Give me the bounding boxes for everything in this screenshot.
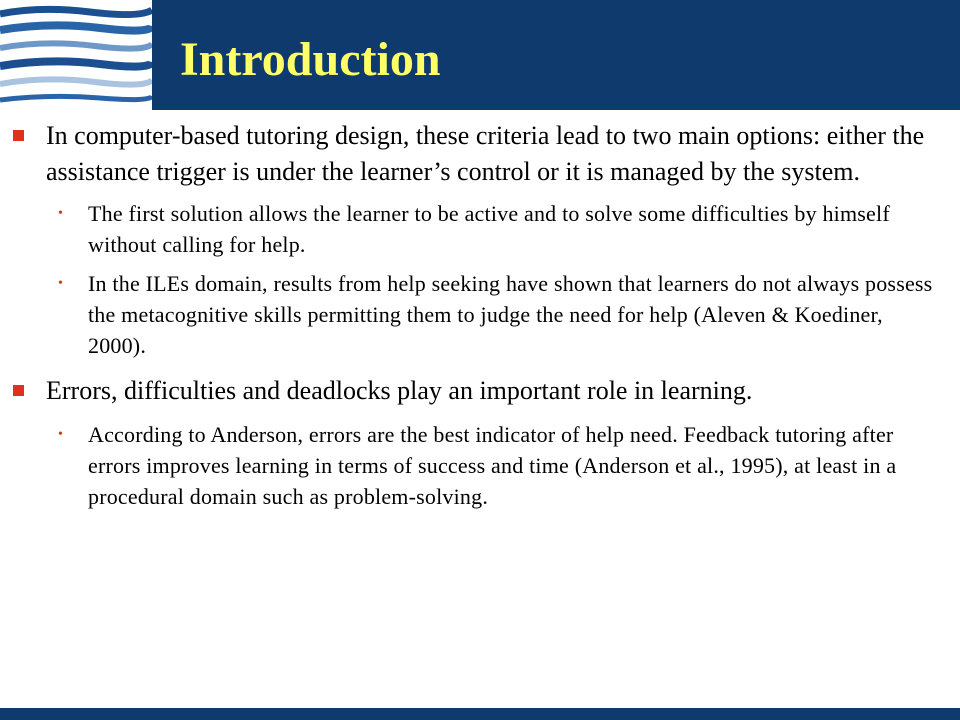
bullet-text: In computer-based tutoring design, these criteria lead to two main options: either the assistance trigger is under the learner’s control or it is managed by the system. <box>46 121 925 186</box>
logo-stripes-graphic <box>0 0 152 110</box>
dot-bullet-icon: • <box>58 276 64 291</box>
sub-bullet-text: In the ILEs domain, results from help seeking have shown that learners do not always possess the metacognitive skills permitting them to judge the need for help (Aleven & Koediner, 2000). <box>88 271 933 358</box>
slide-content <box>0 118 960 512</box>
sub-bullet-item <box>58 419 938 512</box>
sub-bullet-item <box>58 268 938 361</box>
sub-bullet-text: According to Anderson, errors are the best indicator of help need. Feedback tutoring after errors improves learning in terms of success and time (Anderson et al., 1995), at least in a procedural domain such as problem-solving. <box>88 422 897 509</box>
square-bullet-icon <box>13 130 24 141</box>
slide-title: Introduction <box>180 33 441 86</box>
logo <box>0 0 152 110</box>
bullet-text: Errors, difficulties and deadlocks play an important role in learning. <box>46 376 753 405</box>
dot-bullet-icon: • <box>58 427 64 442</box>
bullet-item <box>46 118 946 190</box>
square-bullet-icon <box>13 385 24 396</box>
sub-bullet-item <box>58 198 938 260</box>
sub-bullet-text: The first solution allows the learner to be active and to solve some difficulties by himself without calling for help. <box>88 201 890 257</box>
dot-bullet-icon: • <box>58 206 64 221</box>
bullet-item <box>46 373 946 409</box>
footer-bar <box>0 708 960 720</box>
